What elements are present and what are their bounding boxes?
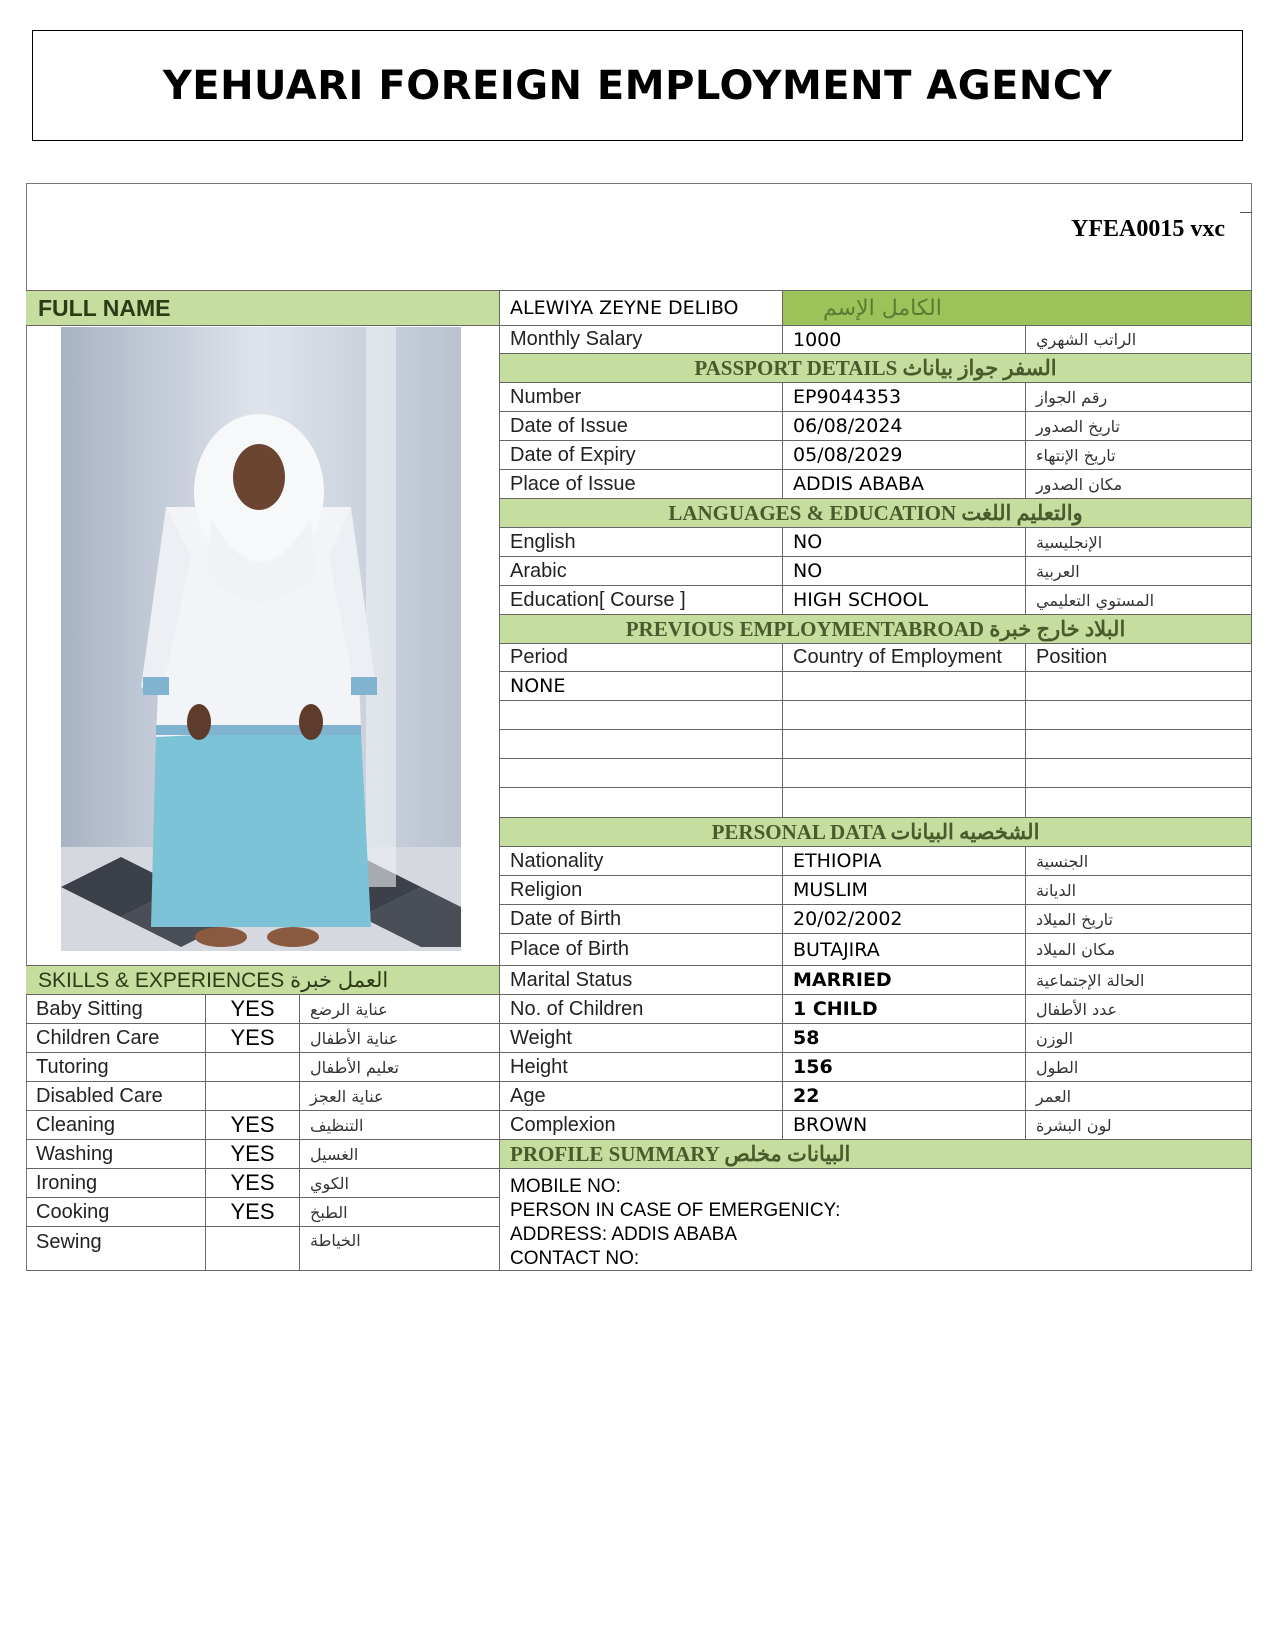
english-value: NO xyxy=(793,531,823,553)
salary-ar-cell xyxy=(1026,326,1252,354)
agency-header-box xyxy=(32,30,1243,141)
passport-row-label-cell xyxy=(500,412,783,441)
weight-value: 58 xyxy=(793,1027,820,1049)
passport-number-label: Number xyxy=(510,385,582,408)
employment-cell xyxy=(1026,730,1252,759)
skill-cooking: Cooking xyxy=(36,1200,110,1223)
employment-cell xyxy=(783,730,1026,759)
skill-ar-cell xyxy=(300,1111,500,1140)
profile-summary-title: PROFILE SUMMARY البيانات مخلص xyxy=(510,1141,851,1166)
passport-section-header xyxy=(500,354,1252,383)
personal-row-ar-cell xyxy=(1026,995,1252,1024)
personal-row-ar-cell xyxy=(1026,934,1252,966)
skills-title: SKILLS & EXPERIENCES العمل خبرة xyxy=(38,968,389,992)
salary-value: 1000 xyxy=(793,328,842,351)
skill-ar-cell xyxy=(300,1024,500,1053)
employment-cell xyxy=(783,759,1026,788)
complexion-label: Complexion xyxy=(510,1113,616,1136)
personal-row-label-cell xyxy=(500,1053,783,1082)
age-ar: العمر xyxy=(1036,1086,1072,1106)
employment-cell xyxy=(500,701,783,730)
personal-row-value-cell xyxy=(783,1024,1026,1053)
nationality-ar: الجنسية xyxy=(1036,851,1089,871)
personal-row-label-cell xyxy=(500,905,783,934)
skill-value-cell xyxy=(206,995,300,1024)
skill-ironing: Ironing xyxy=(36,1171,98,1194)
education-ar: المستوي التعليمي xyxy=(1036,590,1155,610)
skill-ar-cell xyxy=(300,1169,500,1198)
passport-number-value: EP9044353 xyxy=(793,386,902,408)
nationality-label: Nationality xyxy=(510,849,604,872)
employment-header-cell xyxy=(1026,644,1252,672)
weight-label: Weight xyxy=(510,1026,572,1049)
skill-ar-cell xyxy=(300,995,500,1024)
personal-row-ar-cell xyxy=(1026,1053,1252,1082)
employment-title: PREVIOUS EMPLOYMENTABROAD البلاد خارج خبرة xyxy=(625,616,1126,641)
skill-value-cell xyxy=(206,1053,300,1082)
complexion-value: BROWN xyxy=(793,1114,868,1136)
skill-children-care-ar: عناية الأطفال xyxy=(310,1028,399,1048)
age-label: Age xyxy=(510,1084,546,1107)
personal-row-label-cell xyxy=(500,934,783,966)
passport-row-ar-cell xyxy=(1026,470,1252,499)
age-value: 22 xyxy=(793,1085,820,1107)
skill-ar-cell xyxy=(300,1140,500,1169)
weight-ar: الوزن xyxy=(1036,1028,1074,1048)
passport-row-value-cell xyxy=(783,383,1026,412)
employment-period: NONE xyxy=(510,675,566,697)
passport-issue-label: Date of Issue xyxy=(510,414,628,437)
personal-row-ar-cell xyxy=(1026,1024,1252,1053)
profile-summary-header xyxy=(500,1140,1252,1169)
complexion-ar: لون البشرة xyxy=(1036,1115,1112,1135)
employment-cell xyxy=(500,759,783,788)
passport-row-value-cell xyxy=(783,441,1026,470)
personal-row-label-cell xyxy=(500,966,783,995)
passport-row-label-cell xyxy=(500,383,783,412)
skills-section-header xyxy=(26,966,500,995)
personal-row-label-cell xyxy=(500,1111,783,1140)
language-row-value-cell xyxy=(783,557,1026,586)
passport-row-label-cell xyxy=(500,470,783,499)
nationality-value: ETHIOPIA xyxy=(793,850,882,872)
skill-washing-ar: الغسيل xyxy=(310,1144,359,1164)
employment-header-cell xyxy=(500,644,783,672)
passport-row-ar-cell xyxy=(1026,383,1252,412)
employment-cell xyxy=(1026,672,1252,701)
passport-place-label: Place of Issue xyxy=(510,472,636,495)
personal-row-value-cell xyxy=(783,1111,1026,1140)
skill-cleaning: Cleaning xyxy=(36,1113,115,1136)
passport-row-ar-cell xyxy=(1026,441,1252,470)
skill-ar-cell xyxy=(300,1227,500,1271)
employment-cell xyxy=(783,701,1026,730)
education-value: HIGH SCHOOL xyxy=(793,589,929,611)
skill-label-cell xyxy=(26,1140,206,1169)
employment-section-header xyxy=(500,615,1252,644)
passport-issue-value: 06/08/2024 xyxy=(793,415,903,437)
full-name-value-cell xyxy=(500,290,783,326)
full-name-value: ALEWIYA ZEYNE DELIBO xyxy=(510,297,739,319)
dob-label: Date of Birth xyxy=(510,907,622,930)
skill-value-cell xyxy=(206,1111,300,1140)
language-row-label-cell xyxy=(500,528,783,557)
skill-sewing: Sewing xyxy=(36,1231,102,1253)
religion-ar: الديانة xyxy=(1036,880,1077,900)
passport-title: PASSPORT DETAILS السفر جواز بياناث xyxy=(694,355,1057,380)
skill-tutoring-ar: تعليم الأطفال xyxy=(310,1057,399,1077)
personal-row-ar-cell xyxy=(1026,905,1252,934)
full-name-label-cell xyxy=(26,290,500,326)
dob-value: 20/02/2002 xyxy=(793,908,903,930)
skill-tutoring: Tutoring xyxy=(36,1055,109,1078)
skill-baby-sitting: Baby Sitting xyxy=(36,997,143,1020)
skill-washing-value: YES xyxy=(230,1141,275,1166)
period-header: Period xyxy=(510,646,568,668)
employment-cell xyxy=(500,788,783,818)
skill-ar-cell xyxy=(300,1053,500,1082)
skill-label-cell xyxy=(26,1227,206,1271)
skill-label-cell xyxy=(26,1082,206,1111)
employment-cell xyxy=(783,788,1026,818)
employment-header-cell xyxy=(783,644,1026,672)
languages-section-header xyxy=(500,499,1252,528)
language-row-ar-cell xyxy=(1026,528,1252,557)
candidate-photo xyxy=(61,327,461,951)
language-row-label-cell xyxy=(500,557,783,586)
skill-children-care-value: YES xyxy=(230,1025,275,1050)
passport-row-ar-cell xyxy=(1026,412,1252,441)
employment-cell xyxy=(500,672,783,701)
summary-emergency: PERSON IN CASE OF EMERGENICY: xyxy=(510,1200,841,1221)
personal-row-ar-cell xyxy=(1026,1082,1252,1111)
dob-ar: تاريخ الميلاد xyxy=(1036,909,1113,929)
passport-row-value-cell xyxy=(783,470,1026,499)
skill-label-cell xyxy=(26,1024,206,1053)
salary-label: Monthly Salary xyxy=(510,328,643,350)
personal-row-value-cell xyxy=(783,1053,1026,1082)
passport-expiry-value: 05/08/2029 xyxy=(793,444,903,466)
reference-code: YFEA0015 vxc xyxy=(1071,216,1225,242)
arabic-label: Arabic xyxy=(510,559,567,582)
religion-label: Religion xyxy=(510,878,583,901)
children-value: 1 CHILD xyxy=(793,998,878,1020)
full-name-label: FULL NAME xyxy=(38,294,171,321)
personal-row-value-cell xyxy=(783,934,1026,966)
skill-sewing-ar: الخياطة xyxy=(310,1231,361,1250)
arabic-ar: العربية xyxy=(1036,561,1080,581)
arabic-value: NO xyxy=(793,560,823,582)
skill-value-cell xyxy=(206,1024,300,1053)
skill-label-cell xyxy=(26,1111,206,1140)
passport-number-ar: رقم الجواز xyxy=(1036,387,1108,407)
country-header: Country of Employment xyxy=(793,646,1002,668)
skill-cooking-value: YES xyxy=(230,1199,275,1224)
height-ar: الطول xyxy=(1036,1057,1079,1077)
personal-row-ar-cell xyxy=(1026,966,1252,995)
personal-row-label-cell xyxy=(500,995,783,1024)
skill-label-cell xyxy=(26,1169,206,1198)
skill-label-cell xyxy=(26,1053,206,1082)
language-row-ar-cell xyxy=(1026,586,1252,615)
marital-label: Marital Status xyxy=(510,968,633,991)
personal-row-value-cell xyxy=(783,876,1026,905)
salary-value-cell xyxy=(783,326,1026,354)
personal-row-ar-cell xyxy=(1026,1111,1252,1140)
full-name-ar: الكامل الإسم xyxy=(823,295,942,321)
languages-title: LANGUAGES & EDUCATION والتعليم اللغت xyxy=(668,500,1083,525)
passport-place-ar: مكان الصدور xyxy=(1036,474,1123,494)
marital-ar: الحالة الإجتماعية xyxy=(1036,970,1145,990)
skill-cleaning-value: YES xyxy=(230,1112,275,1137)
english-label: English xyxy=(510,530,576,553)
skill-value-cell xyxy=(206,1198,300,1227)
religion-value: MUSLIM xyxy=(793,879,868,901)
personal-title: PERSONAL DATA الشخصيه البيانات xyxy=(711,819,1040,844)
corner-mark xyxy=(1240,212,1252,213)
salary-ar: الراتب الشهري xyxy=(1036,330,1137,349)
agency-title: YEHUARI FOREIGN EMPLOYMENT AGENCY xyxy=(162,62,1113,109)
personal-row-value-cell xyxy=(783,847,1026,876)
personal-row-ar-cell xyxy=(1026,876,1252,905)
children-ar: عدد الأطفال xyxy=(1036,999,1118,1019)
employment-cell xyxy=(1026,759,1252,788)
passport-row-value-cell xyxy=(783,412,1026,441)
skill-ironing-ar: الكوي xyxy=(310,1173,349,1193)
skill-value-cell xyxy=(206,1082,300,1111)
passport-expiry-ar: تاريخ الإنتهاء xyxy=(1036,445,1116,465)
personal-row-value-cell xyxy=(783,995,1026,1024)
skill-disabled-care: Disabled Care xyxy=(36,1084,163,1107)
personal-section-header xyxy=(500,818,1252,847)
skill-ironing-value: YES xyxy=(230,1170,275,1195)
employment-cell xyxy=(1026,788,1252,818)
pob-value: BUTAJIRA xyxy=(793,938,880,961)
position-header: Position xyxy=(1036,646,1108,668)
skill-value-cell xyxy=(206,1169,300,1198)
skill-label-cell xyxy=(26,1198,206,1227)
salary-label-cell xyxy=(500,326,783,354)
skill-ar-cell xyxy=(300,1082,500,1111)
employment-cell xyxy=(783,672,1026,701)
summary-address: ADDRESS: ADDIS ABABA xyxy=(510,1224,738,1245)
skill-baby-sitting-ar: عناية الرضع xyxy=(310,999,388,1019)
skill-cleaning-ar: التنظيف xyxy=(310,1115,364,1135)
skill-label-cell xyxy=(26,995,206,1024)
height-label: Height xyxy=(510,1055,568,1078)
skill-washing: Washing xyxy=(36,1142,114,1165)
language-row-label-cell xyxy=(500,586,783,615)
personal-row-value-cell xyxy=(783,905,1026,934)
personal-row-ar-cell xyxy=(1026,847,1252,876)
personal-row-label-cell xyxy=(500,847,783,876)
pob-label: Place of Birth xyxy=(510,938,629,960)
english-ar: الإنجليسية xyxy=(1036,532,1103,552)
summary-mobile: MOBILE NO: xyxy=(510,1176,621,1197)
children-label: No. of Children xyxy=(510,997,644,1020)
personal-row-label-cell xyxy=(500,1082,783,1111)
skill-disabled-care-ar: عناية العجز xyxy=(310,1086,384,1106)
language-row-value-cell xyxy=(783,586,1026,615)
education-label: Education[ Course ] xyxy=(510,588,686,611)
skill-children-care: Children Care xyxy=(36,1026,160,1049)
skill-cooking-ar: الطبخ xyxy=(310,1202,348,1222)
employment-cell xyxy=(500,730,783,759)
passport-expiry-label: Date of Expiry xyxy=(510,443,636,466)
personal-row-value-cell xyxy=(783,1082,1026,1111)
employment-cell xyxy=(1026,701,1252,730)
passport-place-value: ADDIS ABABA xyxy=(793,473,925,495)
marital-value: MARRIED xyxy=(793,969,892,991)
pob-ar: مكان الميلاد xyxy=(1036,940,1116,959)
skill-ar-cell xyxy=(300,1198,500,1227)
height-value: 156 xyxy=(793,1056,833,1078)
skill-value-cell xyxy=(206,1227,300,1271)
passport-row-label-cell xyxy=(500,441,783,470)
passport-issue-ar: تاريخ الصدور xyxy=(1036,416,1120,436)
language-row-ar-cell xyxy=(1026,557,1252,586)
skill-baby-sitting-value: YES xyxy=(230,996,275,1021)
personal-row-label-cell xyxy=(500,876,783,905)
personal-row-label-cell xyxy=(500,1024,783,1053)
full-name-ar-cell xyxy=(783,290,1252,326)
personal-row-value-cell xyxy=(783,966,1026,995)
candidate-photo-svg xyxy=(61,327,461,951)
profile-summary-body xyxy=(500,1169,1252,1271)
summary-contact: CONTACT NO: xyxy=(510,1248,640,1269)
skill-value-cell xyxy=(206,1140,300,1169)
language-row-value-cell xyxy=(783,528,1026,557)
